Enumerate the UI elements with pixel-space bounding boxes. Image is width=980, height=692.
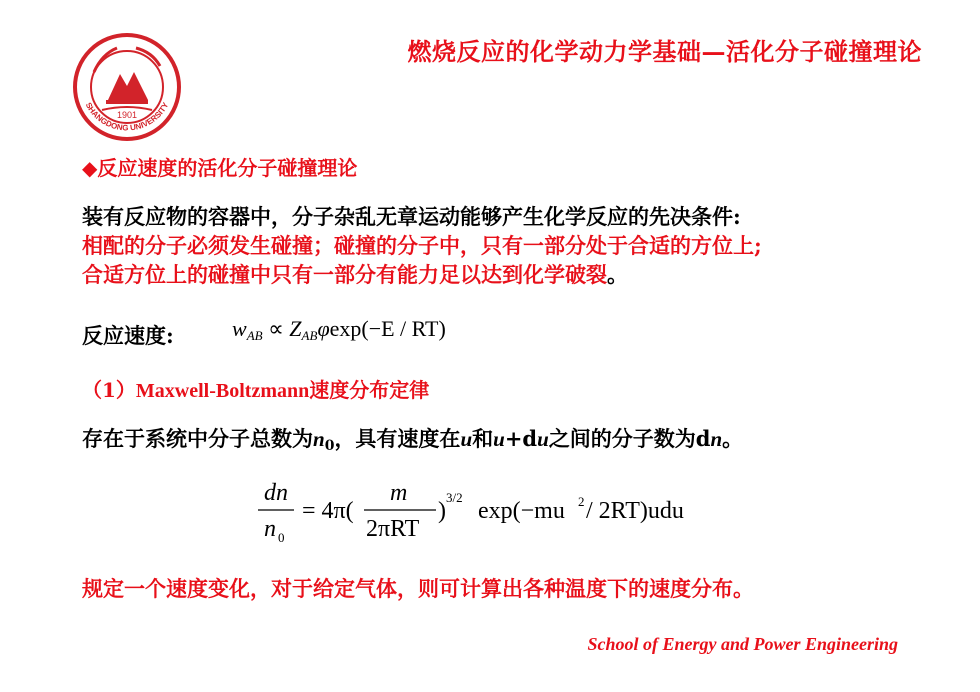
statement-part-6: 。 bbox=[722, 426, 744, 451]
statement-n0: n bbox=[313, 427, 325, 451]
formula-lhs-num: dn bbox=[264, 480, 288, 506]
statement-u1: u bbox=[460, 427, 473, 451]
paragraph-line-3 bbox=[82, 260, 628, 289]
rate-w-sub: AB bbox=[246, 328, 263, 343]
logo-university-name: SHANGDONG UNIVERSITY bbox=[83, 100, 171, 133]
distribution-formula bbox=[250, 470, 730, 550]
statement-n0-sub: 0 bbox=[324, 438, 335, 454]
formula-tail: exp(−mu bbox=[478, 498, 565, 524]
statement-part-3: 和 bbox=[472, 426, 494, 451]
law-suffix: 速度分布定律 bbox=[309, 378, 430, 402]
statement bbox=[82, 424, 743, 461]
statement-part-1: 存在于系统中分子总数为 bbox=[82, 426, 313, 451]
section-title: 反应速度的活化分子碰撞理论 bbox=[97, 156, 358, 180]
formula-lhs-den: n bbox=[264, 516, 276, 542]
formula-lhs-den-sub: 0 bbox=[278, 530, 285, 545]
formula-eq: = 4π( bbox=[302, 498, 354, 524]
rate-phi: φ bbox=[317, 316, 330, 341]
rate-z-sub: AB bbox=[301, 328, 318, 343]
conclusion: 规定一个速度变化，对于给定气体，则可计算出各种温度下的速度分布。 bbox=[82, 576, 754, 601]
paragraph-line-1: 装有反应物的容器中，分子杂乱无章运动能够产生化学反应的先决条件: bbox=[82, 204, 741, 229]
law-heading bbox=[82, 374, 429, 403]
rate-exp: exp(−E / RT) bbox=[329, 316, 446, 341]
statement-part-4: +d bbox=[504, 426, 538, 451]
paragraph-line-2: 相配的分子必须发生碰撞；碰撞的分子中，只有一部分处于合适的方位上; bbox=[82, 233, 762, 258]
paragraph-line-3-end: 。 bbox=[607, 262, 628, 287]
rate-prop: ∝ bbox=[268, 316, 284, 341]
formula-tail-sq: 2 bbox=[578, 494, 585, 509]
statement-n: n bbox=[710, 427, 723, 451]
bullet-icon: ◆ bbox=[82, 156, 98, 180]
statement-part-5: 之间的分子数为d bbox=[548, 426, 711, 451]
statement-part-2: ，具有速度在 bbox=[334, 426, 461, 451]
rate-formula bbox=[232, 316, 446, 344]
logo-year: 1901 bbox=[116, 110, 138, 120]
statement-u2: u bbox=[493, 427, 505, 451]
statement-u3: u bbox=[537, 427, 549, 451]
footer-school: School of Energy and Power Engineering bbox=[587, 634, 898, 654]
law-name: Maxwell-Boltzmann bbox=[135, 380, 310, 402]
page-title: 燃烧反应的化学动力学基础—活化分子碰撞理论 bbox=[407, 37, 922, 66]
rate-label: 反应速度: bbox=[82, 323, 174, 348]
rate-w: w bbox=[232, 316, 247, 341]
rate-z: Z bbox=[289, 316, 302, 341]
university-seal-icon bbox=[72, 32, 182, 142]
formula-frac-den: 2πRT bbox=[366, 516, 420, 542]
section-heading bbox=[82, 152, 357, 181]
paragraph-line-3-text: 合适方位上的碰撞中只有一部分有能力足以达到化学破裂 bbox=[82, 262, 607, 287]
formula-tail2: / 2RT)udu bbox=[586, 498, 684, 524]
formula-power: 3/2 bbox=[446, 490, 463, 505]
law-prefix: （1） bbox=[82, 378, 136, 402]
formula-close: ) bbox=[438, 498, 446, 524]
formula-frac-num: m bbox=[390, 480, 408, 506]
